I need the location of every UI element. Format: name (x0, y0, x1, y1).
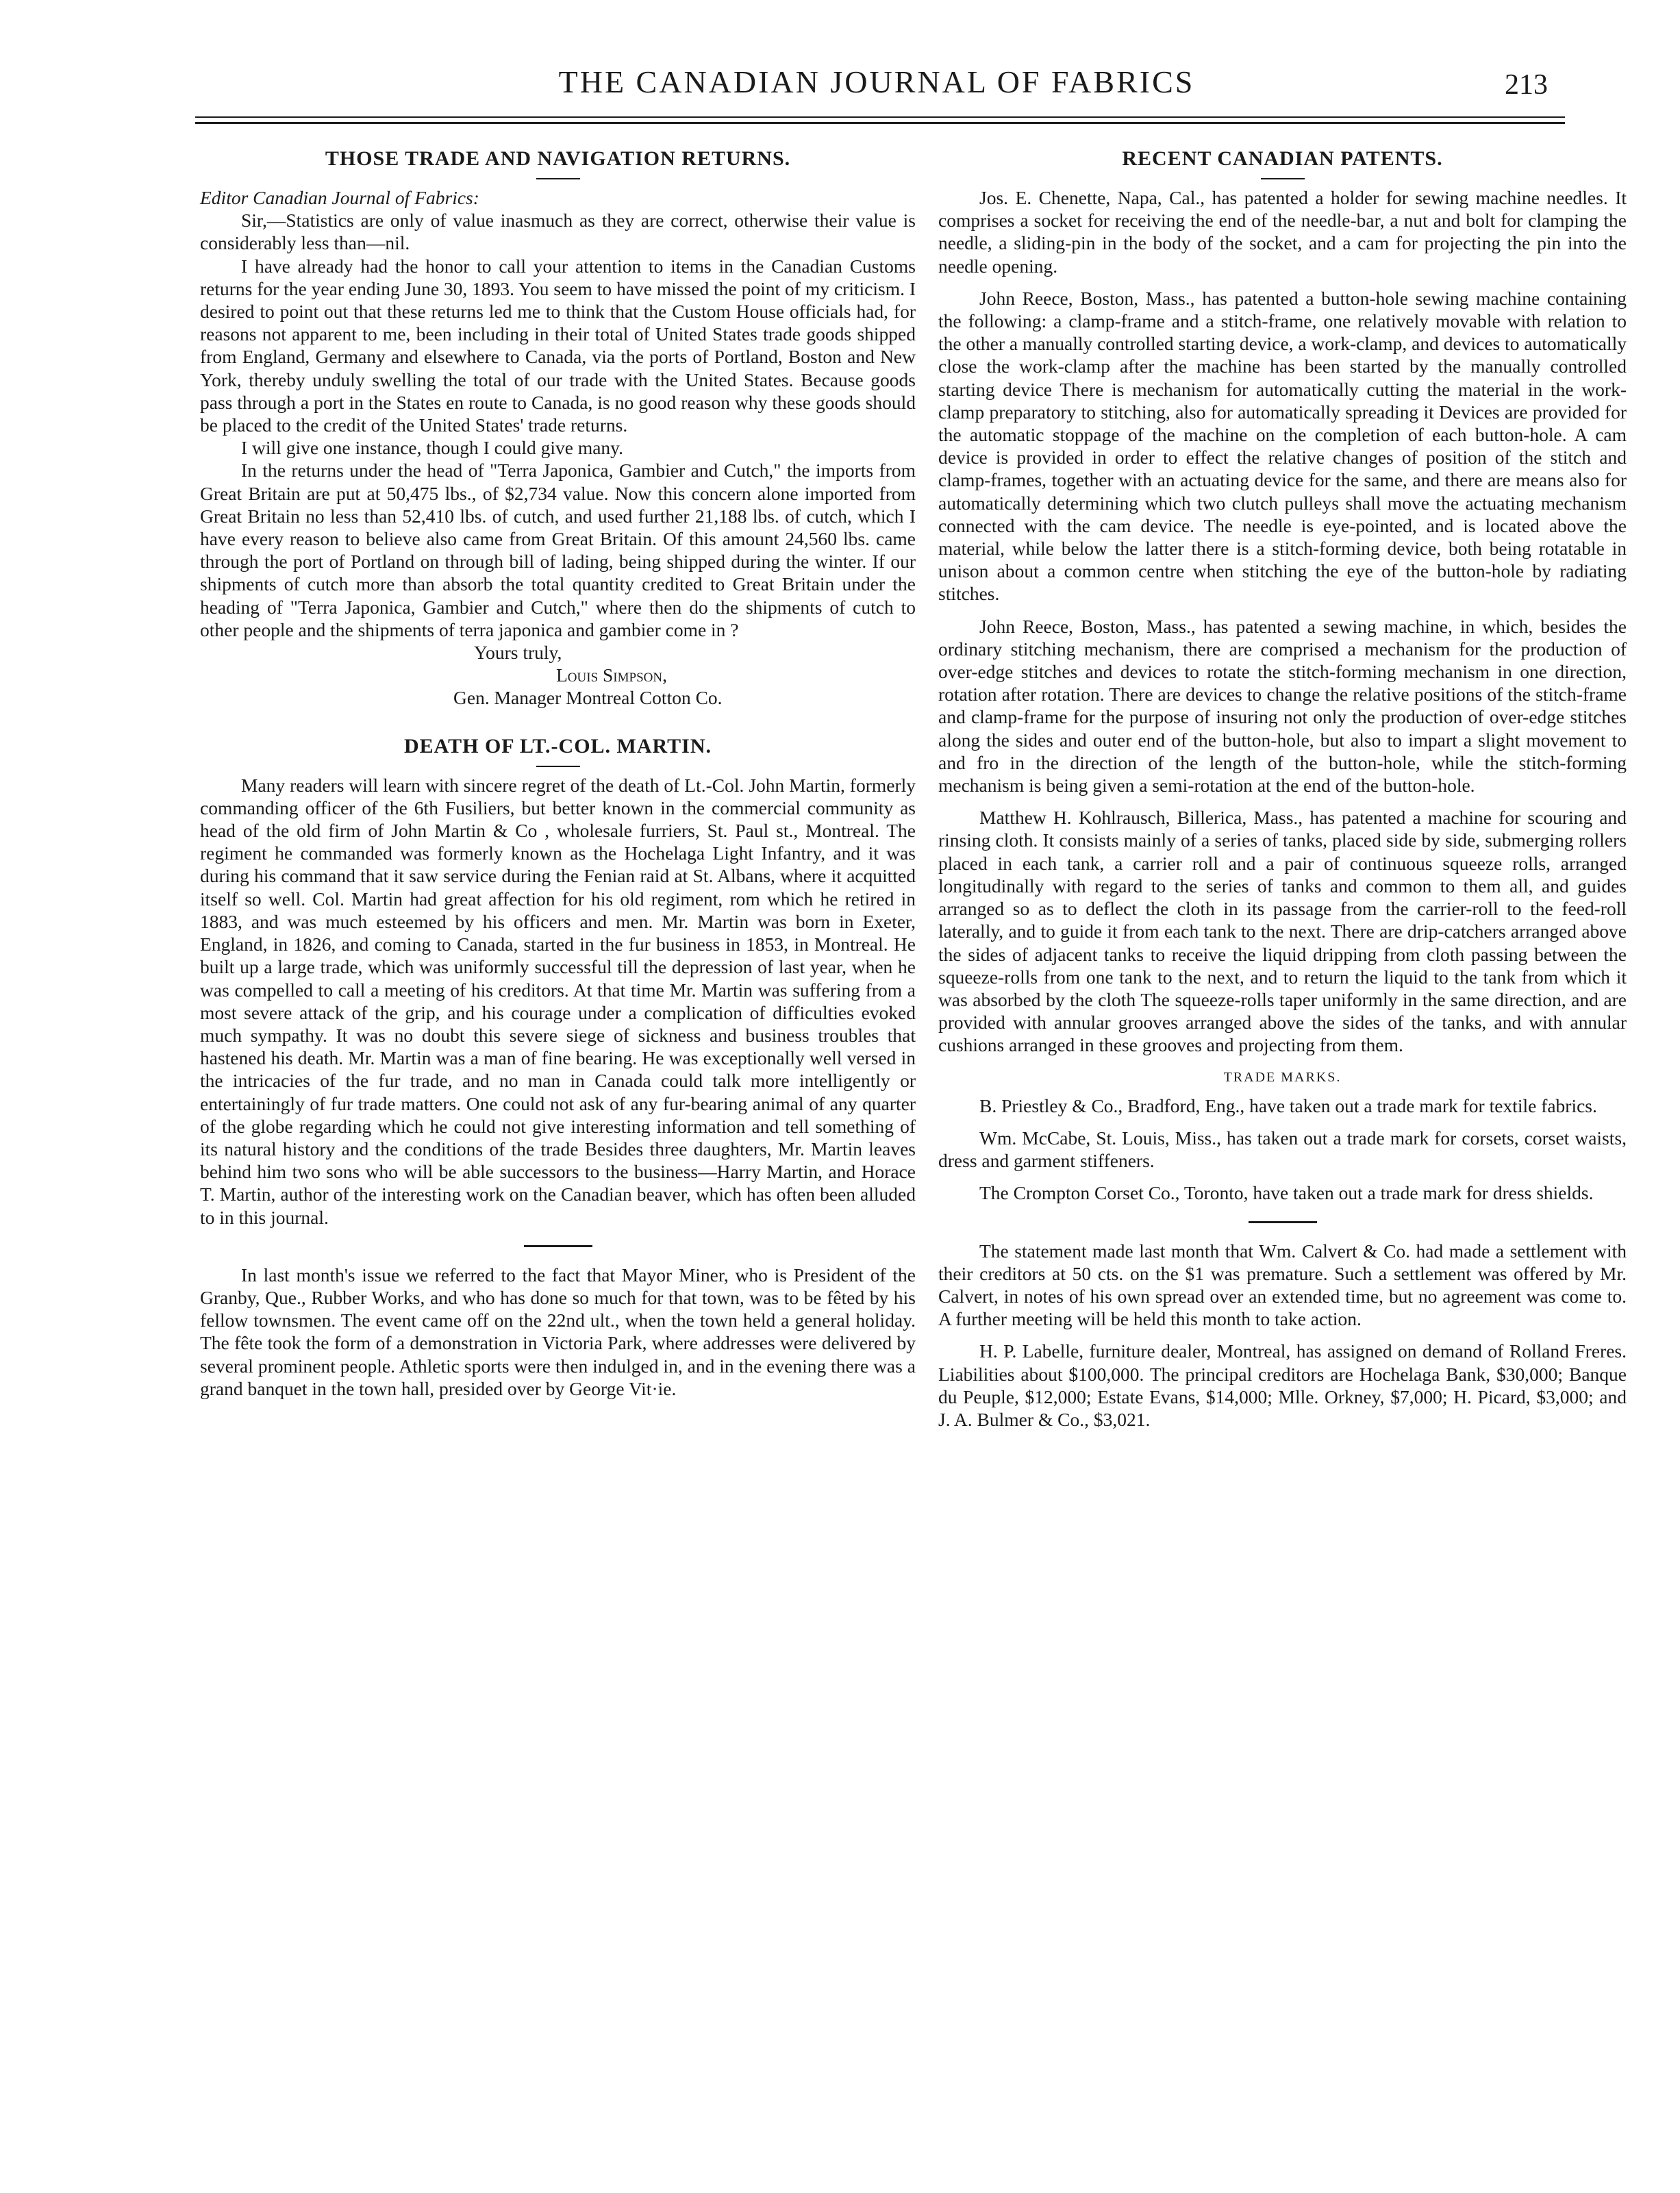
paragraph: Jos. E. Chenette, Napa, Cal., has patented a holder for sewing machine needles. It comprises a socket for receiving the end of the needle-bar, a nut and bolt for clamping the needle, a sliding-pin in the body of the socket, and a cam for projecting the pin into the needle opening. (938, 187, 1627, 277)
signature-name: Louis Simpson, (556, 664, 667, 686)
letter-salutation: Editor Canadian Journal of Fabrics: (200, 187, 479, 208)
paragraph: H. P. Labelle, furniture dealer, Montreal, has assigned on demand of Rolland Freres. Liabilities about $100,000. The principal creditors are Hochelaga Bank, $30,000; Banque du Peuple, $12,000; Estate Evans, $14,000; Mlle. Orkney, $7,000; H. Picard, $3,000; and J. A. Bulmer & Co., $3,021. (938, 1340, 1627, 1430)
paragraph: In last month's issue we referred to the fact that Mayor Miner, who is President of the Granby, Que., Rubber Works, and who has done so much for that town, was to be fêted by his fellow townsmen. The event came off on the 22nd ult., when the town held a general holiday. The fête took the form of a demonstration in Victoria Park, where addresses were delivered by several prominent people. Athletic sports were then indulged in, and in the evening there was a grand banquet in the town hall, presided over by George Vit·ie. (200, 1264, 916, 1399)
article-heading: DEATH OF LT.-COL. MARTIN. (404, 734, 712, 757)
signature-title: Gen. Manager Montreal Cotton Co. (453, 687, 723, 709)
right-column (938, 145, 1627, 1431)
header-rule-top (195, 116, 1565, 118)
paragraph: Wm. McCabe, St. Louis, Miss., has taken out a trade mark for corsets, corset waists, dress and garment stiffeners. (938, 1127, 1627, 1172)
paragraph: The Crompton Corset Co., Toronto, have taken out a trade mark for dress shields. (979, 1182, 1594, 1204)
left-column (200, 145, 916, 1400)
section-divider (524, 1245, 592, 1247)
article-patents (938, 145, 1627, 1205)
paragraph: B. Priestley & Co., Bradford, Eng., have taken out a trade mark for textile fabrics. (979, 1094, 1597, 1116)
article-trade-returns (200, 145, 916, 710)
trade-marks-heading: TRADE MARKS. (1223, 1069, 1342, 1085)
paragraph: John Reece, Boston, Mass., has patented a sewing machine, in which, besides the ordinary stitching mechanism, there are comprised a mechanism for the production of over-edge stitches and devices to rotate the stitch-forming mechanism in one direction, rotation after rotation. There are devices to change the relative positions of the stitch-frame and clamp-frame for the purpose of insuring not only the production of over-edge stitches along the sides and outer end of the button-hole, but also to impart a slight movement to and fro in the direction of the length of the button-hole, while the stitch-forming mechanism is being given a semi-rotation at the end of the button-hole. (938, 615, 1627, 797)
paragraph: Matthew H. Kohlrausch, Billerica, Mass., has patented a machine for scouring and rinsing cloth. It consists mainly of a series of tanks, placed side by side, submerging rollers placed in each tank, a carrier roll and a pair of continuous squeeze rolls, arranged longitudinally with regard to the series of tanks and common to them all, and guides arranged so as to deflect the cloth in its passage from the carrier-roll to the feed-roll laterally, and to guide it from each tank to the next. There are drip-catchers arranged above the sides of adjacent tanks to receive the liquid dripping from cloth passing between the squeeze-rolls from one tank to the next, and to return the liquid to the tank from which it was absorbed by the cloth The squeeze-rolls taper uniformly in the same direction, and are provided with annular grooves arranged above the sides of the tanks, and with annular cushions arranged in these grooves and projecting from them. (938, 807, 1627, 1056)
article-mayor-miner (200, 1264, 916, 1400)
paragraph: I have already had the honor to call your attention to items in the Canadian Customs returns for the year ending June 30, 1893. You seem to have missed the point of my criticism. I desired to point out that these returns led me to think that the Custom House officials had, for reasons not apparent to me, been including in their total of United States trade goods shipped from England, Germany and elsewhere to Canada, via the ports of Portland, Boston and New York, thereby unduly swelling the total of our trade with the United States. Because goods pass through a port in the States en route to Canada, is no good reason why these goods should be placed to the credit of the United States' trade returns. (200, 255, 916, 436)
article-heading: THOSE TRADE AND NAVIGATION RETURNS. (325, 147, 791, 170)
article-death-martin (200, 733, 916, 1229)
heading-rule (536, 766, 580, 767)
paragraph: I will give one instance, though I could give many. (241, 437, 624, 459)
article-heading: RECENT CANADIAN PATENTS. (1122, 147, 1443, 170)
paragraph: In the returns under the head of "Terra Japonica, Gambier and Cutch," the imports from Great Britain are put at 50,475 lbs., of $2,734 value. Now this concern alone imported from Great Britain no less than 52,410 lbs. of cutch, and used further 21,188 lbs. of cutch, which I have every reason to believe also came from Great Britain. Of this amount 24,560 lbs. came through the port of Portland on through bill of lading, being shipped during the winter. If our shipments of cutch more than absorb the total quantity credited to Great Britain under the heading of "Terra Japonica, Gambier and Cutch," where then do the shipments of cutch to other people and the shipments of terra japonica and gambier come in ? (200, 460, 916, 640)
page-number: 213 (1505, 69, 1548, 101)
running-title: THE CANADIAN JOURNAL OF FABRICS (558, 64, 1195, 99)
page-header (192, 63, 1562, 104)
notes-section (938, 1240, 1627, 1431)
letter-closing: Yours truly, (474, 642, 562, 664)
paragraph: Sir,—Statistics are only of value inasmuch as they are correct, otherwise their value is considerably less than—nil. (200, 210, 916, 254)
heading-rule (536, 178, 580, 179)
section-divider (1249, 1221, 1317, 1223)
header-rule-bottom (195, 122, 1565, 124)
heading-rule (1261, 178, 1305, 179)
paragraph: The statement made last month that Wm. Calvert & Co. had made a settlement with their creditors at 50 cts. on the $1 was premature. Such a settlement was offered by Mr. Calvert, in notes of his own spread over an extended time, but no agreement was come to. A further meeting will be held this month to take action. (938, 1240, 1627, 1330)
paragraph: Many readers will learn with sincere regret of the death of Lt.-Col. John Martin, formerly commanding officer of the 6th Fusiliers, but better known in the commercial community as head of the old firm of John Martin & Co , wholesale furriers, St. Paul st., Montreal. The regiment he commanded was formerly known as the Hochelaga Light Infantry, and it was during his command that it saw service during the Fenian raid at St. Albans, where it acquitted itself so well. Col. Martin had great affection for his old regiment, rom which he retired in 1883, and was much esteemed by his officers and men. Mr. Martin was born in Exeter, England, in 1826, and coming to Canada, started in the fur business in 1853, in Montreal. He built up a large trade, which was uniformly successful till the depression of last year, when he was compelled to call a meeting of his creditors. At that time Mr. Martin was suffering from a most severe attack of the grip, and his courage under a complication of difficulties evoked much sympathy. It was no doubt this severe siege of sickness and business troubles that hastened his death. Mr. Martin was a man of fine bearing. He was exceptionally well versed in the intricacies of the fur trade, and no man in Canada could talk more intelligently or entertainingly of fur trade matters. One could not ask of any fur-bearing animal of any quarter of the globe regarding which he could not give interesting information and tell something of its natural history and the conditions of the trade Besides three daughters, Mr. Martin leaves behind him two sons who will be able successors to the business—Harry Martin, and Horace T. Martin, author of the interesting work on the Canadian beaver, which has often been alluded to in this journal. (200, 774, 916, 1228)
paragraph: John Reece, Boston, Mass., has patented a button-hole sewing machine containing the following: a clamp-frame and a stitch-frame, one relatively movable with relation to the other a manually controlled starting device, a work-clamp, and devices to automatically close the work-clamp after the machine has been started by the manually controlled starting device There is mechanism for automatically cutting the material in the work-clamp preparatory to stitching, also for automatically spreading it Devices are provided for the automatic stoppage of the machine on the completion of each button-hole. A cam device is provided in order to effect the relative changes of position of the stitch and clamp-frames, together with an actuating device for the same, and there are means also for automatically determining which two clutch pulleys shall move the actuating mechanism connected with the cam device. The needle is eye-pointed, and is located above the material, while below the latter there is a stitch-forming device, both being rotatable in unison about a common centre when stitching the eye of the button-hole by radiating stitches. (938, 287, 1627, 605)
